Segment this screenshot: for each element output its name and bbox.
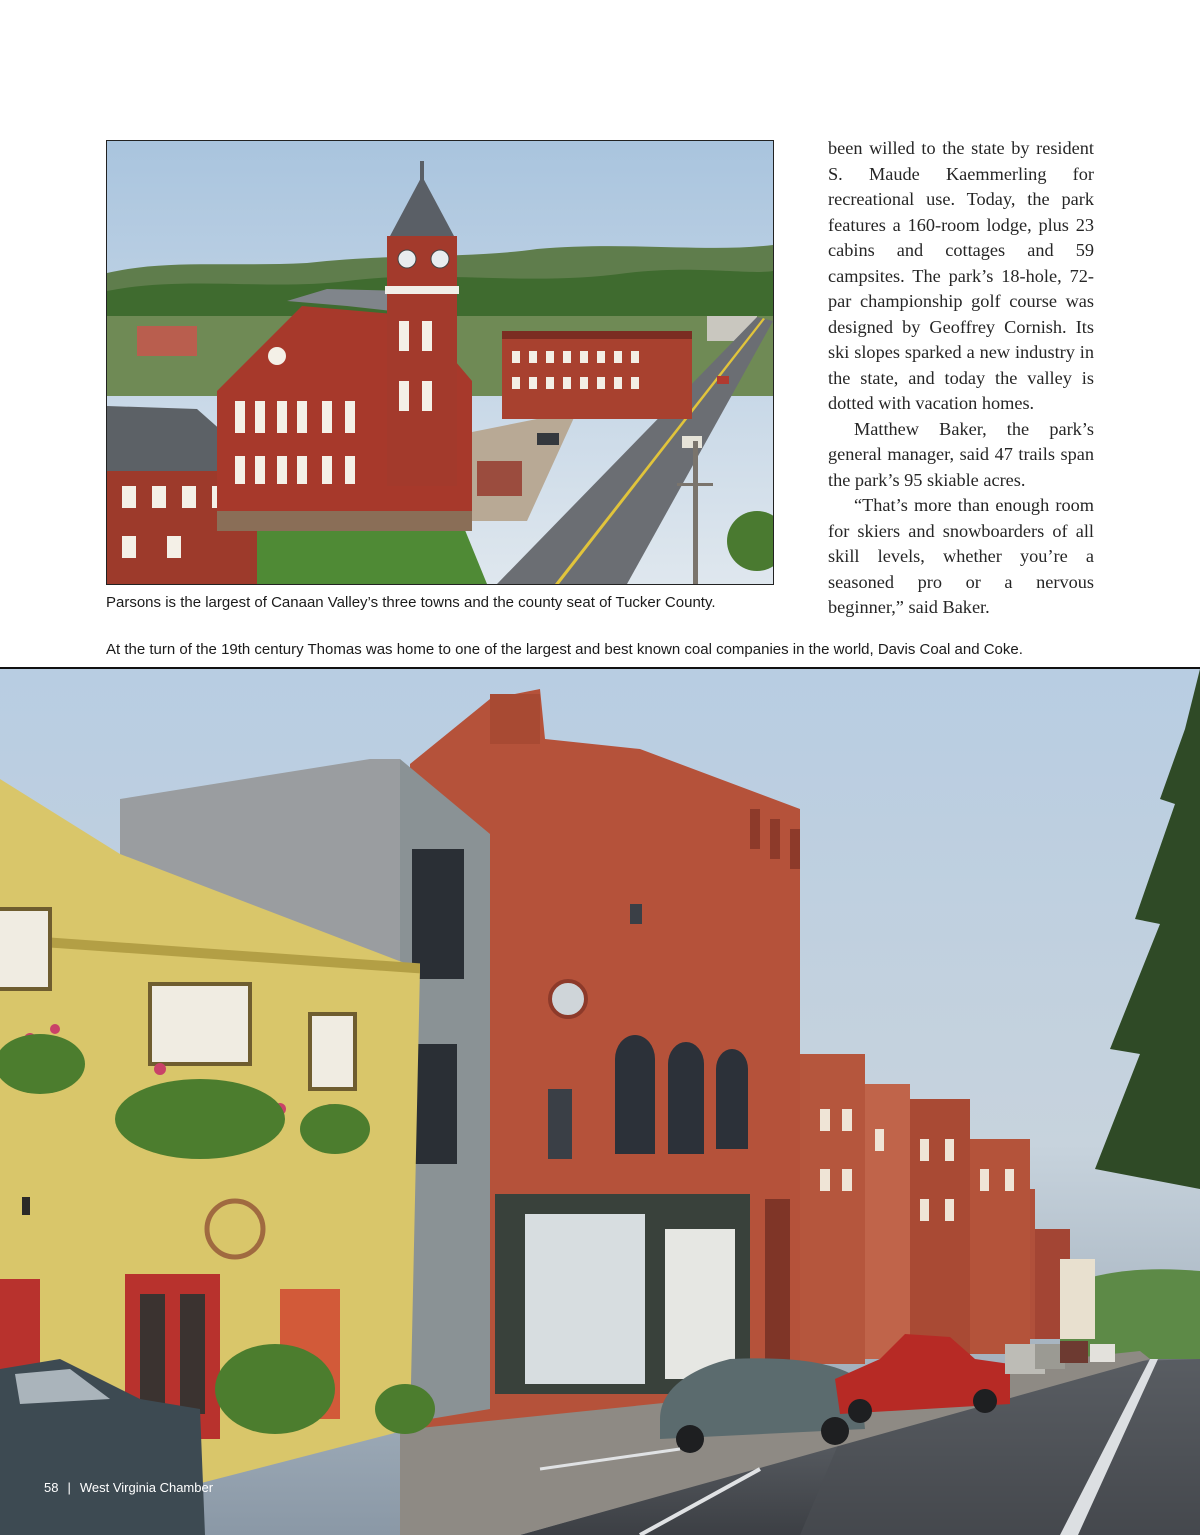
- publication-name: West Virginia Chamber: [79, 1480, 214, 1495]
- page-footer: [44, 1480, 213, 1495]
- page-number: 58: [44, 1480, 59, 1495]
- courthouse-photo: [106, 140, 774, 585]
- main-street-photo: [0, 669, 1200, 1535]
- article-paragraph: “That’s more than enough room for skiers and snowboarders of all skill levels, whether you’re a seasoned pro or a nervous beginner,” said Baker.: [828, 495, 1094, 617]
- footer-separator: |: [67, 1480, 71, 1495]
- courthouse-photo-caption: Parsons is the largest of Canaan Valley’s three towns and the county seat of Tucker County.: [106, 594, 716, 611]
- street-photo-caption: At the turn of the 19th century Thomas was home to one of the largest and best known coal companies in the world, Davis Coal and Coke.: [106, 641, 1023, 658]
- article-paragraph: Matthew Baker, the park’s general manager, said 47 trails span the park’s 95 skiable acres.: [828, 418, 1094, 490]
- article-body: [828, 136, 1094, 621]
- article-paragraph: been willed to the state by resident S. Maude Kaemmerling for recreational use. Today, the park features a 160-room lodge, plus 23 cabins and cottages and 59 campsites. The park’s 18-hole, 72-par championship golf course was designed by Geoffrey Cornish. Its ski slopes sparked a new industry in the state, and today the valley is dotted with vacation homes.: [828, 138, 1094, 413]
